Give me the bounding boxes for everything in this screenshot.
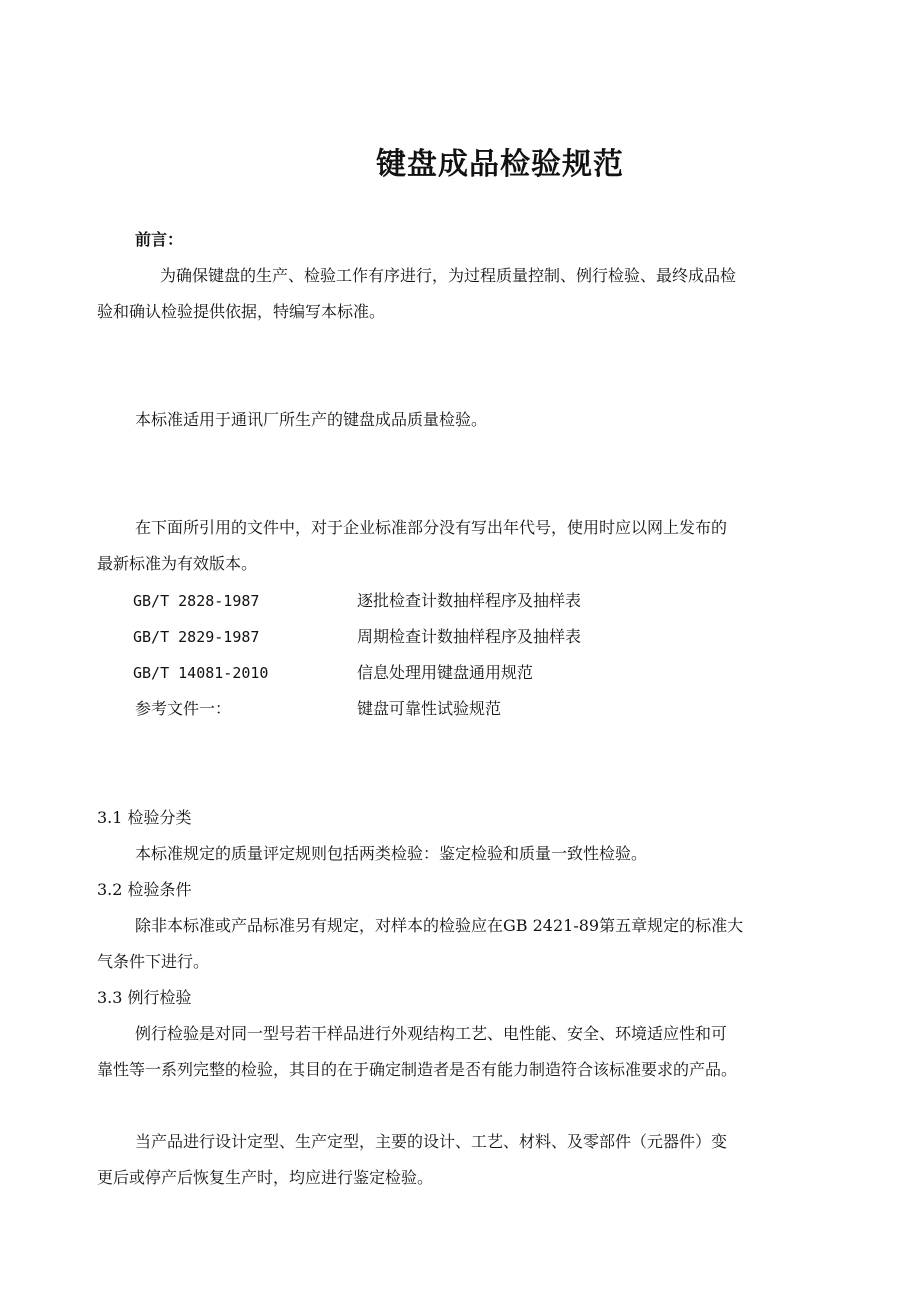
section-heading: 3.1 检验分类: [97, 808, 192, 827]
reference-name: 周期检查计数抽样程序及抽样表: [357, 627, 582, 646]
reference-name: 键盘可靠性试验规范: [357, 699, 502, 718]
preface-line-1: 为确保键盘的生产、检验工作有序进行，为过程质量控制、例行检验、最终成品检: [160, 266, 737, 285]
section-paragraph-line: 当产品进行设计定型、生产定型，主要的设计、工艺、材料、及零部件（元器件）变: [135, 1132, 728, 1151]
section-heading: 3.2 检验条件: [97, 880, 192, 899]
section-paragraph-line: 例行检验是对同一型号若干样品进行外观结构工艺、电性能、安全、环境适应性和可: [135, 1024, 728, 1043]
reference-name: 信息处理用键盘通用规范: [357, 663, 534, 682]
reference-code: GB/T 2828-1987: [133, 592, 260, 610]
reference-code: GB/T 14081-2010: [133, 664, 269, 682]
scope-text: 本标准适用于通讯厂所生产的键盘成品质量检验。: [135, 410, 488, 429]
section-paragraph-line: 气条件下进行。: [97, 952, 210, 971]
reference-code: GB/T 2829-1987: [133, 628, 260, 646]
section-paragraph-line: 本标准规定的质量评定规则包括两类检验：鉴定检验和质量一致性检验。: [135, 844, 648, 863]
reference-name: 逐批检查计数抽样程序及抽样表: [357, 591, 582, 610]
document-title: 键盘成品检验规范: [376, 147, 624, 182]
reference-code: 参考文件一：: [135, 699, 232, 718]
section-paragraph-line: 除非本标准或产品标准另有规定，对样本的检验应在GB 2421-89第五章规定的标准大: [135, 916, 744, 935]
section-paragraph-line: 更后或停产后恢复生产时，均应进行鉴定检验。: [97, 1168, 434, 1187]
section-heading: 3.3 例行检验: [97, 988, 192, 1007]
preface-heading: 前言：: [135, 230, 184, 249]
references-intro-line-1: 在下面所引用的文件中，对于企业标准部分没有写出年代号，使用时应以网上发布的: [135, 518, 728, 537]
references-intro-line-2: 最新标准为有效版本。: [97, 554, 258, 573]
preface-line-2: 验和确认检验提供依据，特编写本标准。: [97, 302, 386, 321]
section-paragraph-line: 靠性等一系列完整的检验，其目的在于确定制造者是否有能力制造符合该标准要求的产品。: [97, 1060, 738, 1079]
